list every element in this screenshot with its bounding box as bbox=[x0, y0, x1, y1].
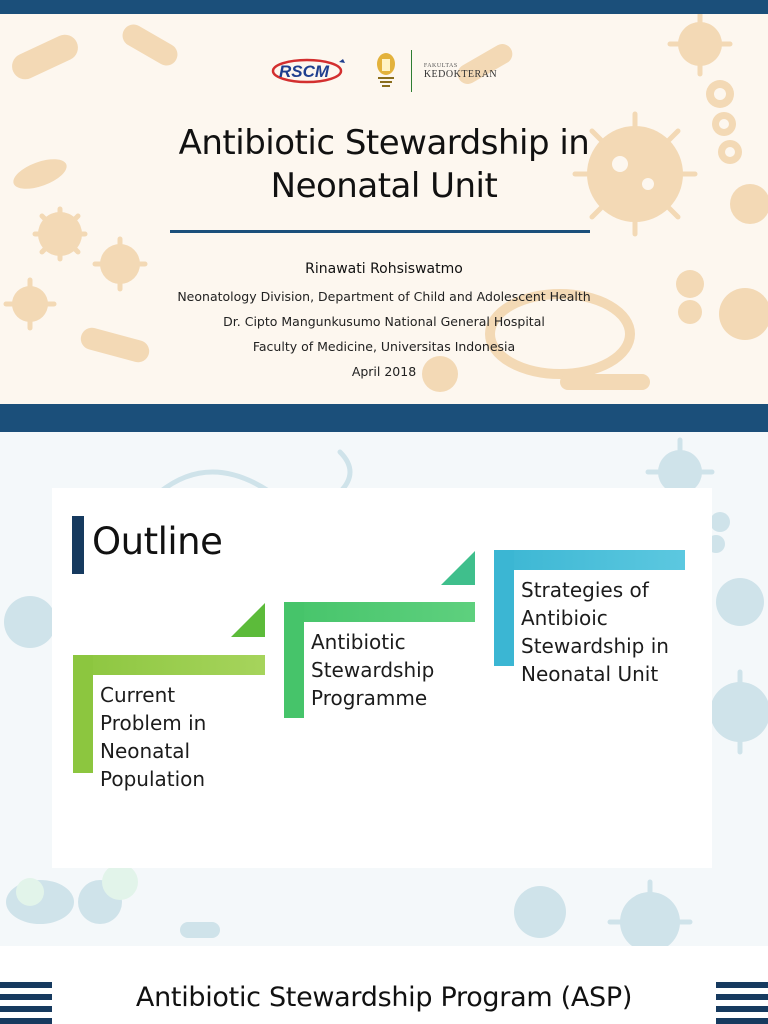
outline-step-1 bbox=[73, 655, 265, 815]
outline-title: Outline bbox=[92, 520, 223, 563]
affiliation-hospital: Dr. Cipto Mangunkusumo National General Hospital bbox=[223, 314, 545, 329]
step-2-label: Antibiotic Stewardship Programme bbox=[311, 630, 435, 710]
step-2-bracket-side bbox=[284, 602, 304, 718]
outline-slide bbox=[0, 432, 768, 946]
presentation-title bbox=[84, 122, 684, 208]
step-1-bracket-top bbox=[73, 655, 265, 675]
top-band bbox=[0, 0, 768, 14]
asp-slide bbox=[0, 946, 768, 1024]
logo-divider bbox=[411, 50, 412, 92]
step-1-bracket-side bbox=[73, 655, 93, 773]
title-slide bbox=[0, 0, 768, 432]
step-3-label: Strategies of Antibioic Stewardship in Neonatal Unit bbox=[521, 578, 669, 686]
rscm-swoosh-icon bbox=[271, 56, 351, 86]
makara-seal-icon bbox=[373, 51, 399, 91]
affiliation-faculty: Faculty of Medicine, Universitas Indonesia bbox=[252, 339, 516, 354]
author-name: Rinawati Rohsiswatmo bbox=[305, 261, 463, 277]
rscm-logo bbox=[271, 56, 351, 86]
title-line-2: Neonatal Unit bbox=[270, 166, 498, 206]
step-3-bracket-top bbox=[494, 550, 685, 570]
asp-slide-title: Antibiotic Stewardship Program (ASP) bbox=[135, 982, 633, 1013]
step-1-label: Current Problem in Neonatal Population bbox=[100, 683, 207, 791]
step-1-arrow-corner bbox=[231, 603, 265, 637]
rscm-logo-text: RSCM bbox=[278, 62, 329, 81]
affiliation-division: Neonatology Division, Department of Child and Adolescent Health bbox=[177, 289, 591, 304]
faculty-label: KEDOKTERAN bbox=[423, 68, 498, 80]
universitas-indonesia-logo bbox=[373, 50, 497, 92]
right-stripes-decoration bbox=[716, 982, 768, 1024]
outline-step-3 bbox=[494, 550, 685, 690]
logo-row bbox=[0, 50, 768, 92]
title-line-1: Antibiotic Stewardship in bbox=[178, 123, 590, 163]
presentation-date: April 2018 bbox=[351, 364, 417, 379]
bottom-band bbox=[0, 404, 768, 432]
faculty-small-label: FAKULTAS bbox=[423, 62, 458, 69]
step-2-arrow-corner bbox=[441, 551, 475, 585]
title-accent-bar bbox=[72, 516, 84, 574]
step-2-bracket-top bbox=[284, 602, 475, 622]
title-underline bbox=[170, 230, 590, 233]
outline-step-2 bbox=[284, 602, 475, 722]
step-3-bracket-side bbox=[494, 550, 514, 666]
